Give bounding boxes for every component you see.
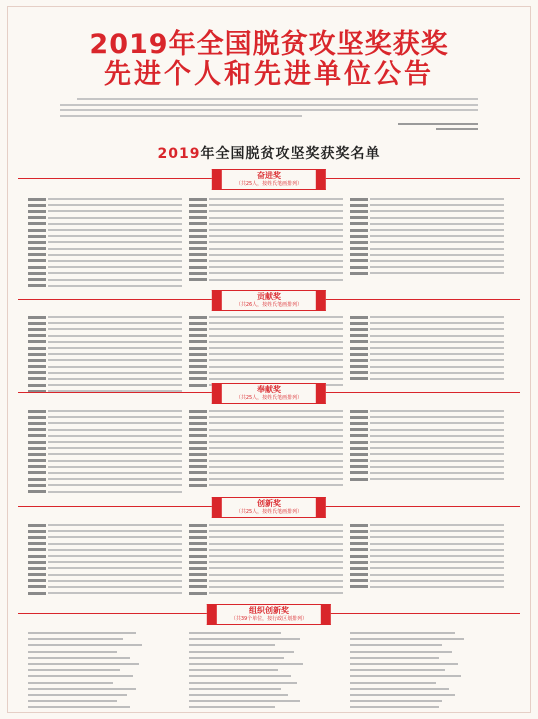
award-note: （共25人，按姓氏笔画排列） bbox=[235, 509, 303, 515]
award-note: （共39个单位，按行政区划排列） bbox=[230, 616, 308, 622]
award-name: 奉献奖 bbox=[257, 385, 281, 394]
award-name: 组织创新奖 bbox=[249, 606, 289, 615]
headline-line-2: 先进个人和先进单位公告 bbox=[104, 59, 434, 90]
award-banner-zuzhi bbox=[8, 603, 530, 625]
list-title: 2019年全国脱贫攻坚奖获奖名单 bbox=[157, 146, 381, 162]
award-banner-gongxian bbox=[8, 289, 530, 311]
award-banner-chuangxin bbox=[8, 496, 530, 518]
award-name: 贡献奖 bbox=[257, 292, 281, 301]
award-name: 创新奖 bbox=[257, 499, 281, 508]
award-banner-fenjin bbox=[8, 168, 530, 190]
award-banner-fengxian bbox=[8, 382, 530, 404]
headline-line-1: 2019年全国脱贫攻坚奖获奖 bbox=[89, 29, 449, 60]
award-note: （共26人，按姓氏笔画排列） bbox=[235, 302, 303, 308]
award-note: （共25人，按姓氏笔画排列） bbox=[235, 395, 303, 401]
intro-paragraph bbox=[60, 95, 478, 120]
award-note: （共25人，按姓氏笔画排列） bbox=[235, 181, 303, 187]
award-name: 奋进奖 bbox=[257, 171, 281, 180]
signature-block bbox=[398, 121, 478, 130]
